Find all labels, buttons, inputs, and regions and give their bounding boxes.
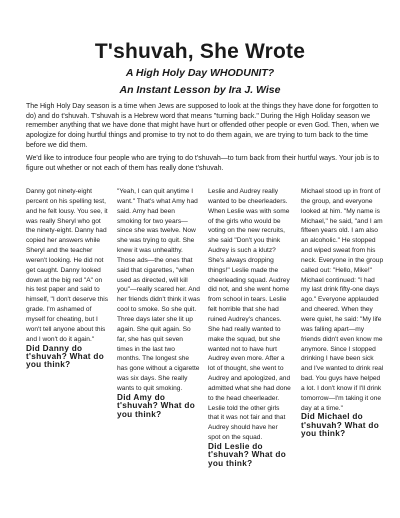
page-title: T'shuvah, She Wrote xyxy=(94,40,306,63)
byline: An Instant Lesson by Ira J. Wise xyxy=(119,84,281,96)
question-amy: Did Amy do t'shuvah? What do you think? xyxy=(117,392,195,419)
page-subtitle: A High Holy Day WHODUNIT? xyxy=(125,67,275,79)
story-column-leslie xyxy=(208,187,291,468)
story-text-amy: "Yeah, I can quit anytime I want." That's what Amy had said. Amy had been smoking for two years—since she was twelve. Now she was trying to quit. She knew it was unhealthy. Those ads—the ones that said that cigarettes, "when used as directed, will kill you"—really scared her. And her friends didn't think it was cool to smoke. So she quit. Three days later she lit up again. She quit again. So far, she has quit seven times in the last two months. The longest she has gone without a cigarette was six days. She really wants to quit smoking. xyxy=(117,188,200,392)
intro-paragraph-2: We'd like to introduce four people who are trying to do t'shuvah—to turn back from their hurtful ways. Your job is to figure out whether or not each of them has really done t'shuvah. xyxy=(26,155,380,172)
question-leslie: Did Leslie do t'shuvah? What do you think? xyxy=(208,441,286,468)
story-text-danny: Danny got ninety-eight percent on his spelling test, and he felt lousy. You see, it was really Sheryl who got the ninety-eight. Danny had copied her answers while Sheryl and the teacher weren't looking. He did not get caught. Danny looked down at the big red "A" on his test paper and said to himself, "I don't deserve this grade. I'm ashamed of myself for cheating, but I won't tell anyone about this and I won't do it again." xyxy=(26,188,109,343)
question-danny: Did Danny do t'shuvah? What do you think? xyxy=(26,343,104,370)
story-text-michael: Michael stood up in front of the group, and everyone looked at him. "My name is Michael," he said, "and I am fifteen years old. I am also an alcoholic." He stopped and wiped sweat from his neck. Everyone in the group called out: "Hello, Mike!" Michael continued: "I had my last drink fifty-one days ago." Everyone applauded and cheered. When they were quiet, he said: "My life was falling apart—my friends didn't even know me anymore. Since I stopped drinking I have been sick and I've wanted to drink real bad. You guys have helped a lot. I don't know if I'll drink tomorrow—I'm taking it one day at a time." xyxy=(301,188,384,412)
intro-paragraph-1: The High Holy Day season is a time when Jews are supposed to look at the things they have done for forgotten to do) and do t'shuvah. T'shuvah is a Hebrew word that means "turning back." During the High Holiday season we remember anything that we have done that might have hurt or offended other people or even God. Then, when we apologize for doing hurtful things and promise to try not to do them again, we are trying to turn back to the time before we did them. xyxy=(26,103,380,149)
story-column-michael xyxy=(301,187,384,439)
question-michael: Did Michael do t'shuvah? What do you think? xyxy=(301,412,379,439)
story-column-danny xyxy=(26,187,109,370)
story-text-leslie: Leslie and Audrey really wanted to be cheerleaders. When Leslie was with some of the girls who would be voting on the new recruits, she said "Don't you think Audrey is such a klutz? She's always dropping things!" Leslie made the cheerleading squad. Audrey did not, and she went home from school in tears. Leslie felt horrible that she had ruined Audrey's chances. She had really wanted to make the squad, but she wanted not to have hurt Audrey even more. After a lot of thought, she went to Audrey and apologized, and admitted what she had done to the head cheerleader. Leslie told the other girls that it was not fair and that Audrey should have her spot on the squad. xyxy=(208,188,291,442)
story-column-amy xyxy=(117,187,200,419)
